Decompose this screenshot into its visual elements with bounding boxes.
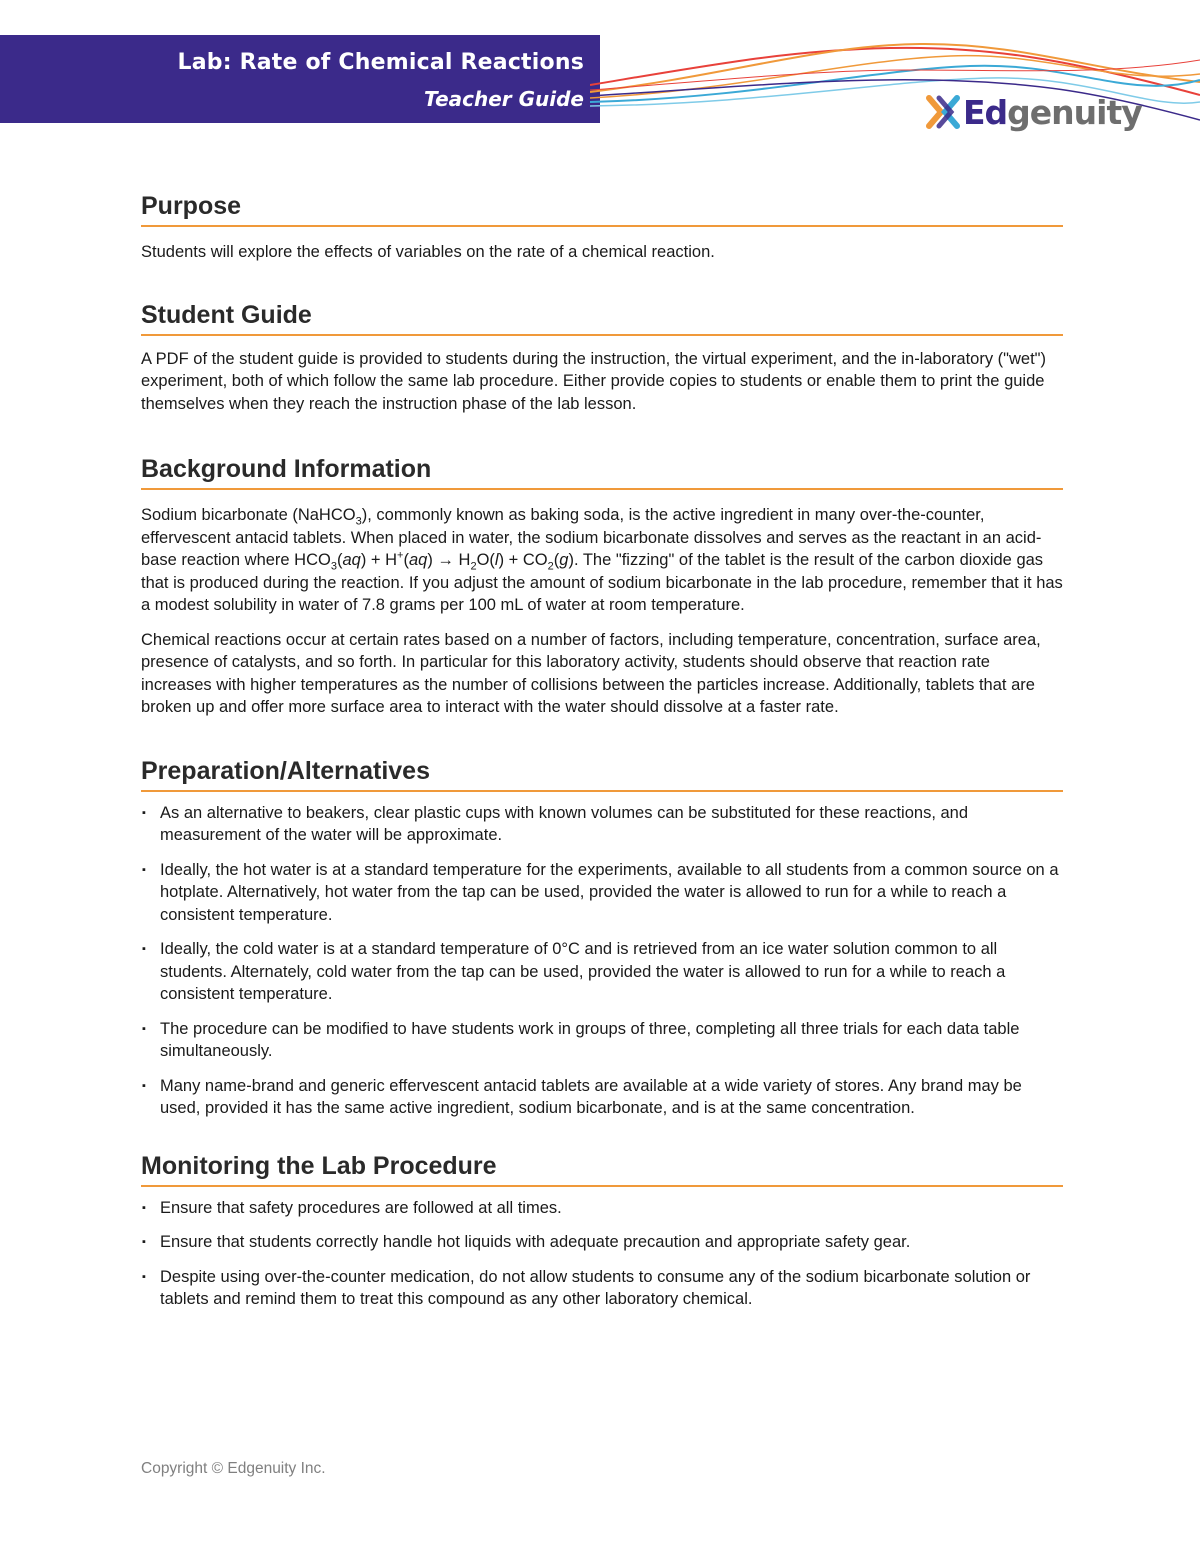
bullet-icon: ▪ <box>142 806 146 819</box>
bullet-icon: ▪ <box>142 1270 146 1283</box>
edgenuity-logo <box>925 90 1142 134</box>
list-item: ▪ The procedure can be modified to have students work in groups of three, completing all three trials for each data table simultaneously. <box>142 1019 1020 1060</box>
section-purpose <box>141 190 1063 264</box>
section-monitoring <box>141 1150 1063 1311</box>
purpose-text: Students will explore the effects of variables on the rate of a chemical reaction. <box>141 243 715 261</box>
list-item: ▪ Ideally, the cold water is at a standard temperature of 0°C and is retrieved from an ice water solution common to all students. Alternately, cold water from the tap can be used, provided the water is allowed to run for a while to reach a consistent temperature. <box>142 940 1006 1003</box>
section-title-purpose: Purpose <box>141 190 1063 227</box>
bullet-icon: ▪ <box>142 1236 146 1248</box>
background-paragraph-1: Sodium bicarbonate (NaHCO$_3$), commonly known as baking soda, is the active ingredient in many over-the-counter, effervescent antacid tablets. When placed in water, the sodium bicarbonate dissolves and serves as the reactant in an acid-base reaction where $HCO_3(aq) + H^+(aq) \to H_2O(l) + CO_2(g)$. The "fizzing" of the tablet is the result of the carbon dioxide gas that is produced during the reaction. If you adjust the amount of sodium bicarbonate in the lab procedure, remember that it has a modest solubility in water of 7.8 grams per 100 mL of water at room temperature. <box>141 506 1063 614</box>
section-title-background: Background Information <box>141 453 1063 490</box>
section-student-guide <box>141 299 1063 416</box>
bullet-icon: ▪ <box>142 863 146 876</box>
bullet-icon: ▪ <box>142 1022 146 1035</box>
document-title: Lab: Rate of Chemical Reactions <box>177 50 584 75</box>
section-title-monitoring: Monitoring the Lab Procedure <box>141 1150 1063 1187</box>
logo-text <box>963 93 1142 132</box>
section-title-student-guide: Student Guide <box>141 299 1063 336</box>
logo-text-prefix: Ed <box>963 92 1008 132</box>
logo-text-suffix: genuity <box>1007 92 1142 132</box>
student-guide-text: A PDF of the student guide is provided to students during the instruction, the virtual experiment, and the in-laboratory ("wet") experiment, both of which follow the same lab procedure. Either provide copies to students or enable them to print the guide themselves when they reach the instruction phase of the lab lesson. <box>141 349 1047 413</box>
list-item: ▪ Despite using over-the-counter medication, do not allow students to consume any of the sodium bicarbonate solution or tablets and remind them to treat this compound as any other laboratory chemical. <box>142 1267 1031 1308</box>
background-paragraph-2: Chemical reactions occur at certain rates based on a number of factors, including temperature, concentration, surface area, presence of catalysts, and so forth. In particular for this laboratory activity, students should observe that reaction rate increases with higher temperatures as the number of collisions between the particles increase. Additionally, tablets that are broken up and offer more surface area to interact with the water should dissolve at a faster rate. <box>141 630 1041 716</box>
document-body <box>141 190 1063 1323</box>
bullet-icon: ▪ <box>142 943 146 955</box>
document-subtitle: Teacher Guide <box>424 87 584 111</box>
monitoring-list <box>141 1197 1063 1311</box>
copyright-footer: Copyright © Edgenuity Inc. <box>141 1460 326 1477</box>
section-background <box>141 453 1063 719</box>
header-banner <box>0 35 600 123</box>
preparation-list <box>141 802 1063 1120</box>
list-item: ▪ Many name-brand and generic effervescent antacid tablets are available at a wide variety of stores. Any brand may be used, provided it has the same active ingredient, sodium bicarbonate, and is at the same concentration. <box>142 1076 1022 1117</box>
list-item: ▪ As an alternative to beakers, clear plastic cups with known volumes can be substituted for these reactions, and measurement of the water will be approximate. <box>142 803 969 844</box>
section-title-preparation: Preparation/Alternatives <box>141 755 1063 792</box>
list-item: ▪ Ensure that students correctly handle hot liquids with adequate precaution and appropriate safety gear. <box>141 1231 1063 1254</box>
section-preparation <box>141 755 1063 1120</box>
bullet-icon: ▪ <box>142 1079 146 1092</box>
list-item: ▪ Ensure that safety procedures are followed at all times. <box>141 1197 1063 1220</box>
bullet-icon: ▪ <box>142 1201 146 1214</box>
edgenuity-x-icon <box>925 94 961 130</box>
list-item: ▪ Ideally, the hot water is at a standard temperature for the experiments, available to all students from a common source on a hotplate. Alternatively, hot water from the tap can be used, provided the water is allowed to run for a while to reach a consistent temperature. <box>142 860 1059 924</box>
